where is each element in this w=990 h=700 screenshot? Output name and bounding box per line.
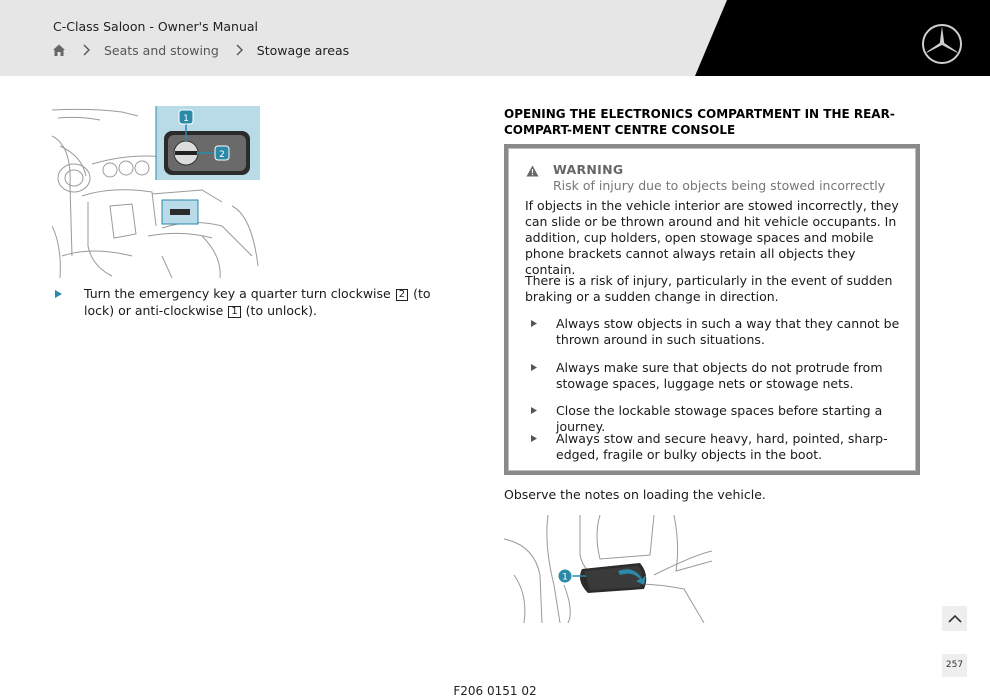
warning-triangle-icon bbox=[526, 165, 539, 177]
console-compartment-illustration bbox=[504, 515, 712, 623]
section-title: OPENING THE ELECTRONICS COMPARTMENT IN THE REAR-COMPART-MENT CENTRE CONSOLE bbox=[504, 107, 895, 137]
warning-paragraph-2: There is a risk of injury, particularly in the event of sudden braking or a sudden change in direction. bbox=[525, 273, 893, 304]
figure-code: F206 0151 02 bbox=[453, 684, 537, 698]
page-number: 257 bbox=[942, 654, 967, 677]
bullet-arrow-icon bbox=[530, 319, 538, 328]
bullet-arrow-icon bbox=[530, 363, 538, 372]
list-item: Always stow objects in such a way that they cannot be thrown around in such situations. bbox=[525, 316, 905, 348]
list-item: Close the lockable stowage spaces before starting a journey. bbox=[525, 403, 905, 435]
bullet-arrow-icon bbox=[530, 406, 538, 415]
callout-1: 1 bbox=[183, 114, 189, 124]
list-item: Always stow and secure heavy, hard, pointed, sharp-edged, fragile or bulky objects in the boot. bbox=[525, 431, 905, 463]
header-black-panel bbox=[0, 0, 990, 76]
observe-note: Observe the notes on loading the vehicle. bbox=[504, 487, 766, 502]
warning-paragraph-1: If objects in the vehicle interior are stowed incorrectly, they can slide or be thrown around and hit vehicle occupants. In addition, cup holders, open stowage spaces and mobile phone brackets cannot always retain all objects they contain. bbox=[525, 198, 899, 277]
callout-1: 1 bbox=[562, 572, 568, 583]
warning-box bbox=[504, 144, 920, 475]
breadcrumb-seats-and-stowing[interactable]: Seats and stowing bbox=[104, 42, 219, 58]
breadcrumb bbox=[52, 42, 349, 58]
key-lock-illustration bbox=[52, 106, 260, 278]
bullet-arrow-icon bbox=[530, 434, 538, 443]
list-item: Always make sure that objects do not protrude from stowage spaces, luggage nets or stowage nets. bbox=[525, 360, 905, 392]
warning-heading: WARNING bbox=[553, 162, 624, 177]
key-label-lock: 2 bbox=[396, 289, 408, 301]
lock-instruction bbox=[54, 286, 464, 319]
bullet-arrow-icon bbox=[54, 289, 63, 299]
home-icon[interactable] bbox=[52, 43, 66, 57]
key-label-unlock: 1 bbox=[228, 306, 240, 318]
warning-subheading: Risk of injury due to objects being stowed incorrectly bbox=[553, 178, 886, 193]
chevron-up-icon bbox=[948, 614, 962, 624]
instruction-text: Turn the emergency key a quarter turn clockwise 2 (to lock) or anti-clockwise 1 (to unlock). bbox=[84, 286, 431, 318]
scroll-to-top-button[interactable] bbox=[942, 606, 967, 631]
chevron-right-icon bbox=[234, 43, 246, 57]
document-title: C-Class Saloon - Owner's Manual bbox=[53, 19, 258, 34]
breadcrumb-stowage-areas: Stowage areas bbox=[256, 42, 350, 58]
mercedes-star-logo[interactable] bbox=[921, 23, 963, 65]
header-bar bbox=[0, 0, 990, 76]
callout-2: 2 bbox=[219, 150, 225, 160]
chevron-right-icon bbox=[81, 43, 93, 57]
